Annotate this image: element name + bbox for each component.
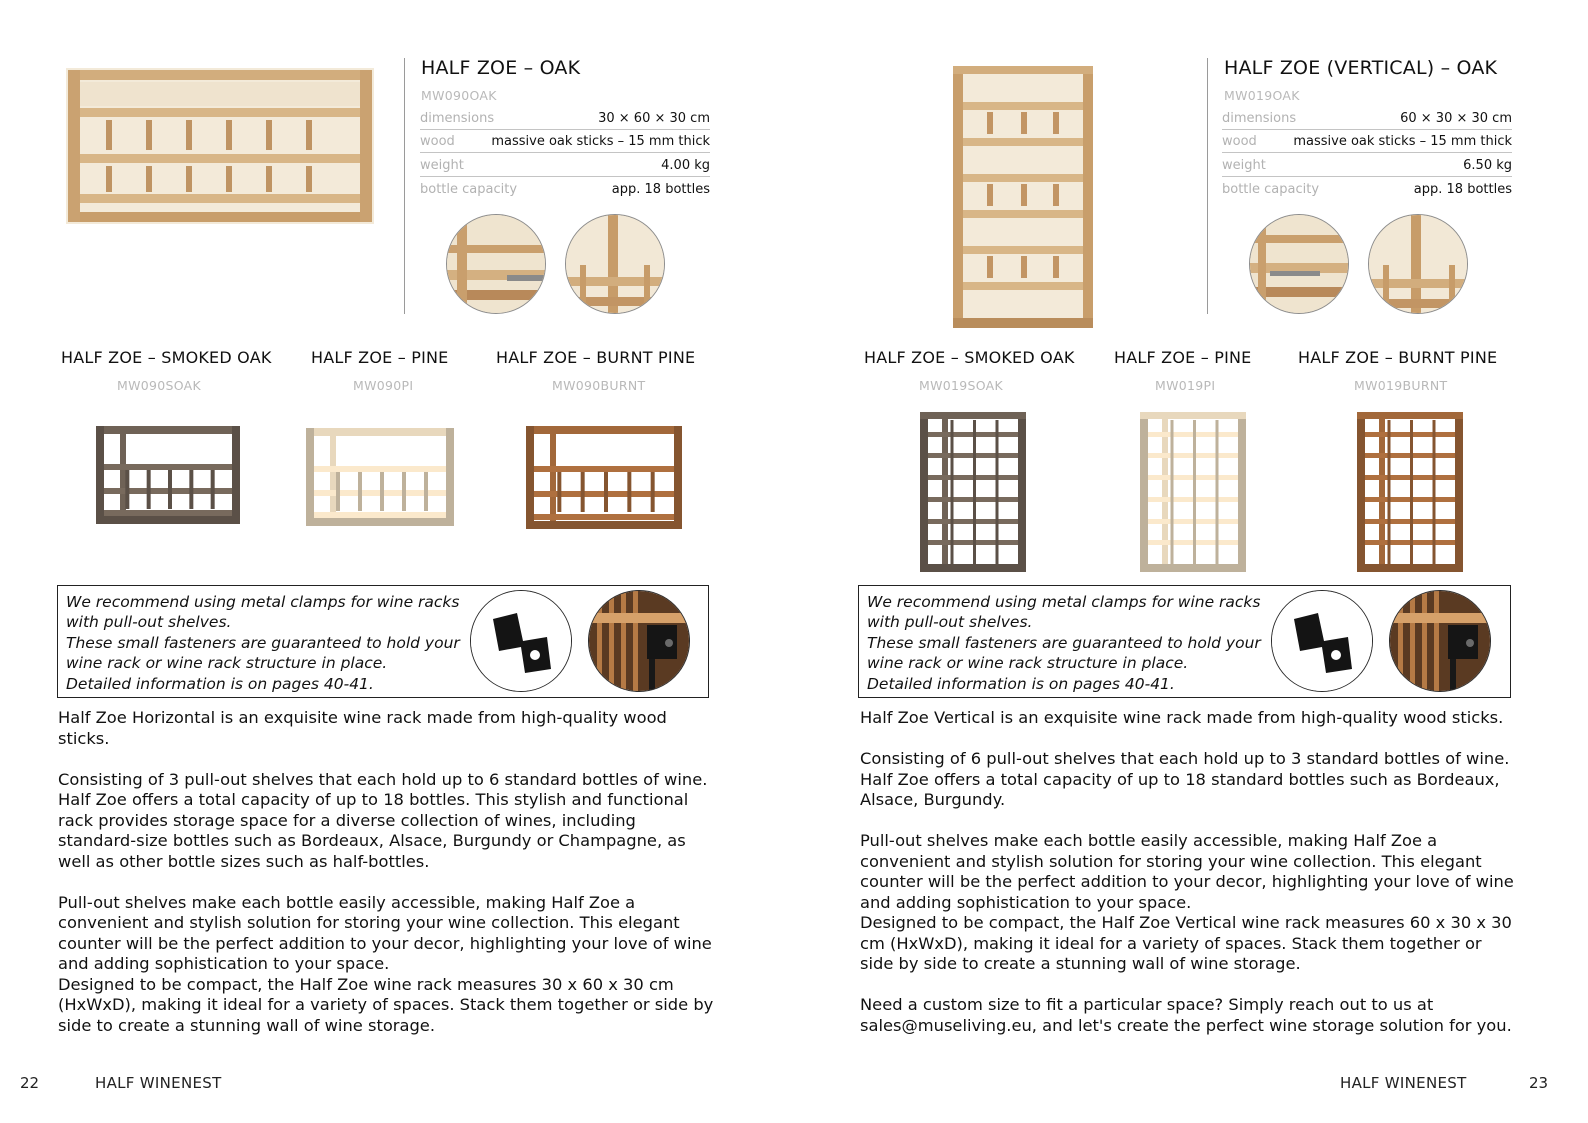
rack-side-post	[674, 426, 682, 529]
variant-image-pine	[1138, 410, 1248, 574]
spec-row-wood	[1222, 130, 1512, 154]
rack-slat	[1388, 420, 1391, 564]
description-paragraph: Designed to be compact, the Half Zoe wine rack measures 30 x 60 x 30 cm (HxWxD), making it ideal for a variety of spaces. Stack them together or side by side to create a stunning wall of wine storage.	[58, 974, 714, 1035]
spec-key: dimensions	[1222, 110, 1297, 126]
spec-key: weight	[420, 157, 464, 173]
detail-image-frame	[565, 214, 665, 314]
product-description	[58, 708, 718, 1057]
spec-key: wood	[1222, 134, 1257, 149]
spec-value: 4.00 kg	[661, 157, 710, 173]
variant-title-pine: HALF ZOE – PINE	[1114, 348, 1252, 367]
rack-shelf	[314, 512, 446, 518]
detail-image-pullout-shelf	[446, 214, 546, 314]
spec-row-dimensions	[1222, 106, 1512, 130]
rack-slat	[627, 472, 631, 512]
product-image-half-zoe-oak	[66, 68, 374, 224]
clamp-notice-box	[858, 585, 1511, 698]
variant-title-smoked-oak: HALF ZOE – SMOKED OAK	[61, 348, 272, 367]
footer-brand: HALF WINENEST	[95, 1074, 222, 1092]
rack-shelf	[534, 514, 674, 520]
description-paragraph: Pull-out shelves make each bottle easily accessible, making Half Zoe a convenient and stylish solution for storing your wine collection. This elegant counter will be the perfect addition to your decor, highlighting your love of wine and adding sophistication to your space.	[58, 892, 712, 973]
detail-image-frame	[1368, 214, 1468, 314]
rack-shelf	[104, 510, 232, 516]
variant-code-pine: MW019PI	[1155, 378, 1216, 393]
clamp-notice-box	[57, 585, 709, 698]
rack-bottom-rail	[1140, 564, 1246, 572]
rack-slat	[211, 470, 215, 509]
rack-side-post	[1357, 412, 1365, 572]
rack-top-rail	[96, 426, 240, 434]
vertical-rack-illustration	[953, 66, 1093, 328]
clamp-installed-image	[588, 590, 690, 692]
variant-title-smoked-oak: HALF ZOE – SMOKED OAK	[864, 348, 1075, 367]
spec-value: app. 18 bottles	[1413, 182, 1512, 197]
variant-image-pine	[300, 422, 460, 532]
metal-clamp-illustration	[471, 591, 572, 692]
rack-side-post	[330, 436, 336, 518]
rack-slat	[1216, 420, 1219, 564]
spec-row-bottle-capacity	[1222, 177, 1512, 201]
notice-line: These small fasteners are guaranteed to hold your wine rack or wine rack structure in place.	[66, 633, 460, 673]
spec-value: 30 × 60 × 30 cm	[598, 110, 710, 126]
spec-key: dimensions	[420, 110, 495, 126]
page-number: 22	[20, 1074, 40, 1092]
rack-top-rail	[1140, 412, 1246, 419]
rack-slat	[973, 420, 976, 564]
product-code: MW019OAK	[1224, 88, 1300, 103]
vertical-divider	[404, 58, 405, 314]
rack-shelf	[104, 464, 232, 470]
product-title: HALF ZOE – OAK	[421, 57, 581, 79]
rack-bottom-rail	[96, 516, 240, 524]
variant-image-smoked-oak	[918, 410, 1028, 574]
rack-side-post	[1455, 412, 1463, 572]
pullout-detail-illustration	[447, 215, 546, 314]
variant-title-pine: HALF ZOE – PINE	[311, 348, 449, 367]
pullout-detail-illustration	[1250, 215, 1349, 314]
variant-image-smoked-oak	[90, 420, 246, 530]
rack-slat	[1433, 420, 1436, 564]
rack-slat	[380, 472, 384, 511]
rack-slat	[336, 472, 340, 511]
clamp-notice-text	[867, 592, 1267, 694]
clamp-image	[1271, 590, 1373, 692]
clamp-notice-text	[66, 592, 466, 694]
rack-side-post	[1238, 412, 1246, 572]
description-paragraph: Half Zoe Horizontal is an exquisite wine rack made from high-quality wood sticks.	[58, 708, 667, 748]
horizontal-rack-illustration	[66, 68, 374, 224]
clamp-installed-illustration	[589, 591, 690, 692]
frame-detail-illustration	[1369, 215, 1468, 314]
spec-row-bottle-capacity	[420, 177, 710, 201]
rack-side-post	[1140, 412, 1148, 572]
rack-top-rail	[1357, 412, 1463, 419]
spec-row-weight	[1222, 153, 1512, 177]
notice-line: We recommend using metal clamps for wine racks with pull-out shelves.	[66, 593, 460, 632]
rack-top-rail	[526, 426, 682, 434]
rack-slat	[557, 472, 561, 512]
variant-code-burnt-pine: MW019BURNT	[1354, 378, 1448, 393]
variant-code-smoked-oak: MW090SOAK	[117, 378, 202, 393]
spec-row-weight	[420, 153, 710, 177]
product-image-half-zoe-vertical-oak	[953, 66, 1093, 328]
rack-bottom-rail	[920, 564, 1026, 572]
variant-code-burnt-pine: MW090BURNT	[552, 378, 646, 393]
frame-detail-illustration	[566, 215, 665, 314]
spec-value: massive oak sticks – 15 mm thick	[1293, 134, 1512, 149]
spec-value: massive oak sticks – 15 mm thick	[491, 134, 710, 149]
rack-top-rail	[920, 412, 1026, 419]
spec-value: 60 × 30 × 30 cm	[1400, 110, 1512, 126]
rack-side-post	[446, 428, 454, 526]
notice-line: We recommend using metal clamps for wine racks with pull-out shelves.	[867, 593, 1261, 632]
product-title: HALF ZOE (VERTICAL) – OAK	[1224, 57, 1498, 79]
rack-slat	[604, 472, 608, 512]
rack-side-post	[526, 426, 534, 529]
rack-side-post	[920, 412, 928, 572]
rack-slat	[147, 470, 151, 509]
spec-row-wood	[420, 130, 710, 154]
rack-bottom-rail	[1357, 564, 1463, 572]
description-paragraph: Need a custom size to fit a particular space? Simply reach out to us at sales@museliving.eu, and let's create the perfect wine storage solution for you.	[860, 995, 1512, 1035]
rack-slat	[125, 470, 129, 509]
variant-title-burnt-pine: HALF ZOE – BURNT PINE	[496, 348, 696, 367]
rack-side-post	[232, 426, 240, 524]
rack-slat	[1193, 420, 1196, 564]
rack-slat	[651, 472, 655, 512]
description-paragraph: Half Zoe Vertical is an exquisite wine rack made from high-quality wood sticks.	[860, 708, 1504, 727]
notice-line: Detailed information is on pages 40-41.	[867, 674, 1175, 693]
rack-side-post	[120, 434, 126, 516]
page-right	[794, 0, 1588, 1123]
spec-table	[420, 106, 710, 200]
rack-top-rail	[306, 428, 454, 436]
rack-bottom-rail	[526, 521, 682, 529]
description-paragraph: Consisting of 6 pull-out shelves that each hold up to 3 standard bottles of wine. Half Zoe offers a total capacity of up to 18 standard bottles such as Bordeaux, Alsace, Burgundy.	[860, 749, 1510, 809]
rack-bottom-rail	[306, 518, 454, 526]
description-paragraph: Designed to be compact, the Half Zoe Vertical wine rack measures 60 x 30 x 30 cm (HxWxD), making it ideal for a variety of spaces. Stack them together or side by side to create a stunning wall of wine storage.	[860, 913, 1512, 973]
rack-slat	[358, 472, 362, 511]
rack-slat	[189, 470, 193, 509]
notice-line: These small fasteners are guaranteed to hold your wine rack or wine rack structure in place.	[867, 633, 1261, 673]
variant-code-pine: MW090PI	[353, 378, 414, 393]
product-description	[860, 708, 1520, 1036]
rack-slat	[424, 472, 428, 511]
variant-code-smoked-oak: MW019SOAK	[919, 378, 1004, 393]
rack-slat	[951, 420, 954, 564]
vertical-divider	[1207, 58, 1208, 314]
page-number: 23	[1529, 1074, 1549, 1092]
detail-image-pullout-shelf	[1249, 214, 1349, 314]
rack-side-post	[550, 434, 556, 521]
description-paragraph: Consisting of 3 pull-out shelves that each hold up to 6 standard bottles of wine. Half Zoe offers a total capacity of up to 18 bottles. This stylish and functional rack provides storage space for a diverse collection of wines, including standard-size bottles such as Bordeaux, Alsace, Burgundy or Champagne, as well as other bottle sizes such as half-bottles.	[58, 769, 708, 871]
spec-table	[1222, 106, 1512, 200]
spec-key: wood	[420, 134, 455, 149]
clamp-installed-illustration	[1390, 591, 1491, 692]
rack-shelf	[314, 466, 446, 472]
rack-slat	[1410, 420, 1413, 564]
description-paragraph: Pull-out shelves make each bottle easily accessible, making Half Zoe a convenient and stylish solution for storing your wine collection. This elegant counter will be the perfect addition to your decor, highlighting your love of wine and adding sophistication to your space.	[860, 831, 1514, 912]
spec-row-dimensions	[420, 106, 710, 130]
spec-value: app. 18 bottles	[611, 182, 710, 197]
clamp-installed-image	[1389, 590, 1491, 692]
spec-key: weight	[1222, 157, 1266, 173]
variant-image-burnt-pine	[1355, 410, 1465, 574]
spec-value: 6.50 kg	[1463, 157, 1512, 173]
rack-shelf	[534, 466, 674, 472]
rack-slat	[996, 420, 999, 564]
footer-brand: HALF WINENEST	[1340, 1074, 1467, 1092]
variant-title-burnt-pine: HALF ZOE – BURNT PINE	[1298, 348, 1498, 367]
rack-slat	[581, 472, 585, 512]
rack-side-post	[96, 426, 104, 524]
spec-key: bottle capacity	[420, 182, 518, 197]
rack-side-post	[306, 428, 314, 526]
rack-slat	[168, 470, 172, 509]
rack-slat	[402, 472, 406, 511]
notice-line: Detailed information is on pages 40-41.	[66, 674, 374, 693]
spec-key: bottle capacity	[1222, 182, 1320, 197]
rack-slat	[1171, 420, 1174, 564]
metal-clamp-illustration	[1272, 591, 1373, 692]
clamp-image	[470, 590, 572, 692]
product-code: MW090OAK	[421, 88, 497, 103]
variant-image-burnt-pine	[520, 420, 688, 535]
rack-side-post	[1018, 412, 1026, 572]
